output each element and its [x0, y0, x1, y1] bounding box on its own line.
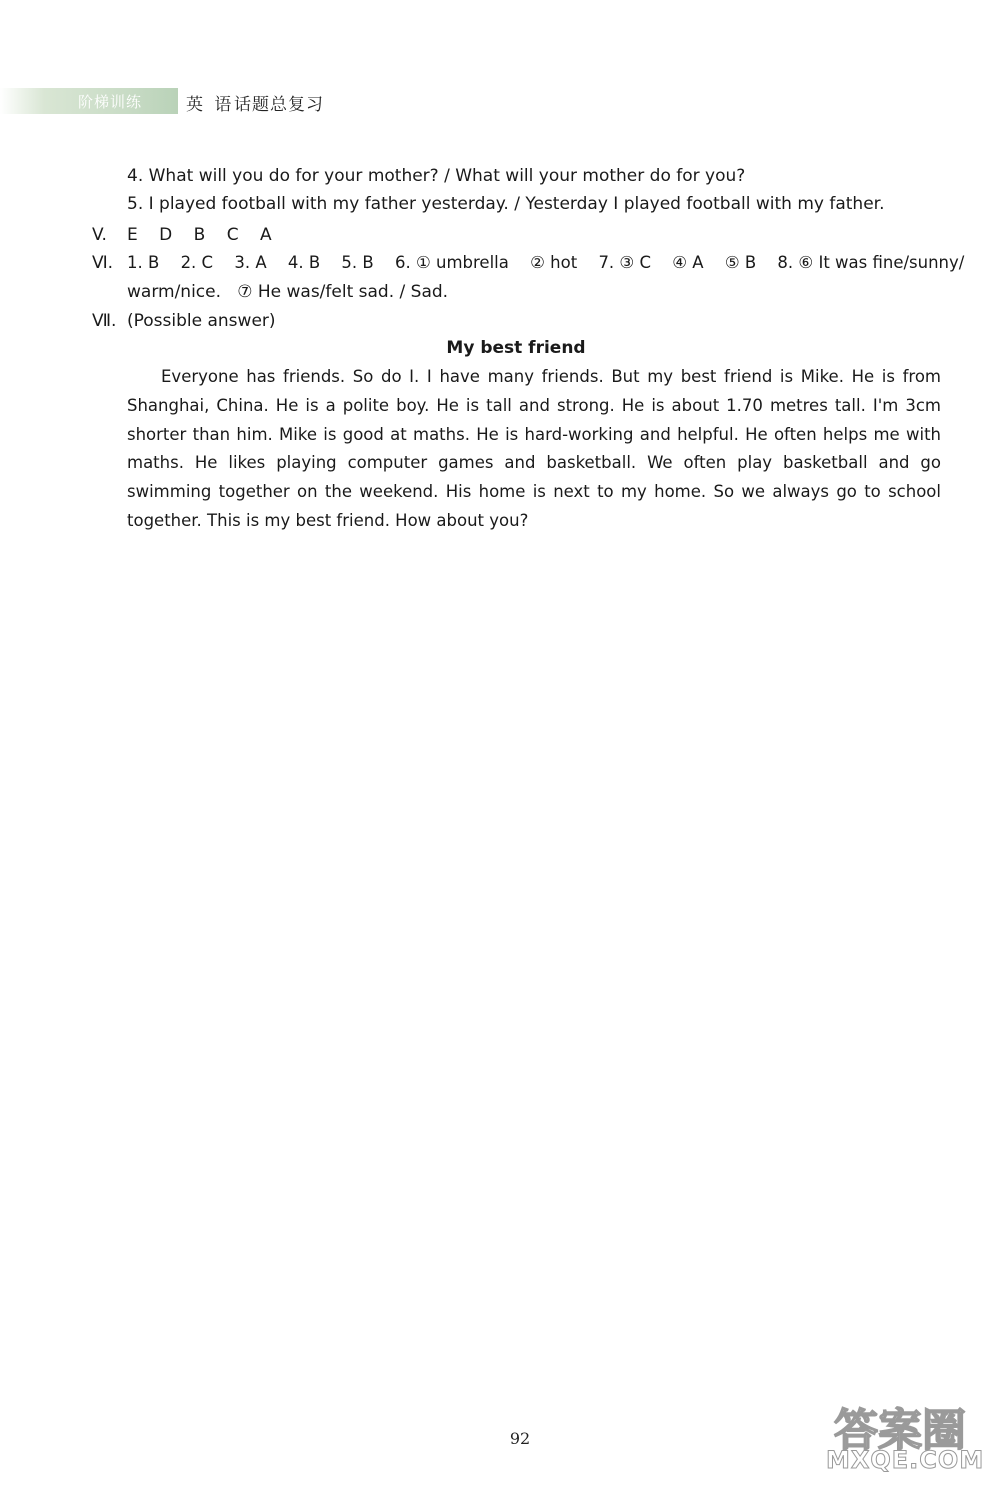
header-subject: 英 语: [186, 95, 235, 115]
essay-title: My best friend: [446, 338, 586, 358]
answer-vi-1: 1. B: [127, 253, 160, 272]
answer-vi-7a: 7. ③ C: [598, 253, 651, 272]
section-vi-numeral: Ⅵ.: [92, 253, 114, 273]
watermark-bottom: MXQE.COM: [826, 1446, 985, 1474]
answer-v-5: A: [260, 225, 272, 245]
header-topic: 话题总复习: [234, 95, 324, 115]
page-number: 92: [509, 1429, 531, 1448]
section-vi-line1: [127, 253, 964, 272]
answer-vi-6a: 6. ① umbrella: [394, 253, 509, 272]
watermark-top: 答案圈: [834, 1405, 966, 1456]
watermark-logo: [826, 1394, 994, 1480]
answer-vi-5: 5. B: [341, 253, 374, 272]
answer-v-4: C: [226, 225, 239, 245]
section-v-answers: [127, 225, 272, 245]
answer-vi-4: 4. B: [287, 253, 321, 272]
section-vi-line2: warm/nice. ⑦ He was/felt sad. / Sad.: [127, 282, 449, 302]
section-vii-numeral: Ⅶ.: [92, 311, 117, 331]
answer-v-2: D: [159, 225, 173, 245]
answer-iv-4: 4. What will you do for your mother? / What will your mother do for you?: [127, 166, 746, 186]
answer-v-1: E: [127, 225, 138, 245]
header-brand: 阶梯训练: [78, 93, 143, 111]
answer-vi-7c: ⑤ B: [724, 253, 757, 272]
answer-v-3: B: [193, 225, 206, 245]
answer-vi-7b: ④ A: [672, 253, 704, 272]
answer-vi-2: 2. C: [180, 253, 214, 272]
section-vii-note: (Possible answer): [127, 311, 276, 331]
answer-vi-3: 3. A: [234, 253, 267, 272]
section-v-numeral: V.: [92, 225, 107, 245]
answer-iv-5: 5. I played football with my father yesterday. / Yesterday I played football with my father.: [127, 194, 885, 214]
essay-body: Everyone has friends. So do I. I have many friends. But my best friend is Mike. He is from Shanghai, China. He is a polite boy. He is tall and strong. He is about 1.70 metres tall. I'm 3cm shorter than him. Mike is good at maths. He is hard-working and helpful. He often helps me with maths. He likes playing computer games and basketball. We often play basketball and go swimming together on the weekend. His home is next to my home. So we always go to school together. This is my best friend. How about you?: [127, 367, 941, 530]
answer-vi-6b: ② hot: [530, 253, 578, 272]
answer-vi-8a: 8. ⑥ It was fine/sunny/: [777, 253, 965, 272]
